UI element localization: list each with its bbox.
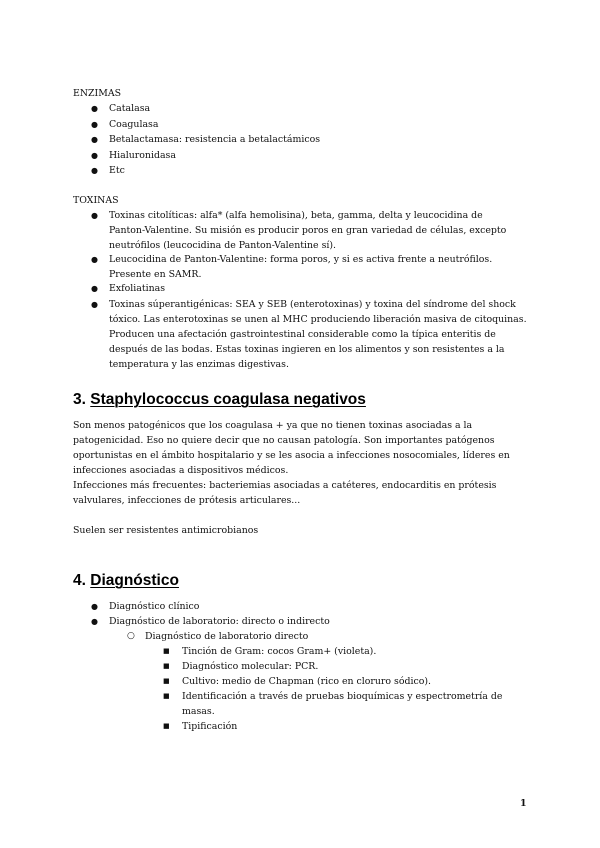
list-item-text: temperatura y las enzimas digestivas.	[109, 359, 289, 370]
list-item-text: Etc	[109, 165, 125, 176]
list-item-text: Tipificación	[182, 721, 238, 732]
paragraph-line: Son menos patogénicos que los coagulasa + ya que no tienen toxinas asociadas a la	[73, 420, 473, 431]
bullet-icon: ●	[91, 151, 98, 160]
toxinas-heading: TOXINAS	[73, 195, 119, 206]
bullet-icon: ●	[91, 602, 98, 611]
bullet-icon: ●	[91, 284, 98, 293]
list-item-text: Diagnóstico clínico	[109, 601, 200, 612]
section-number: 3.	[73, 391, 86, 408]
list-item-text: tóxico. Las enterotoxinas se unen al MHC produciendo liberación masiva de citoquinas.	[109, 314, 527, 325]
list-item-text: Toxinas citolíticas: alfa* (alfa hemolisina), beta, gamma, delta y leucocidina de	[109, 210, 483, 221]
bullet-icon: ●	[91, 166, 98, 175]
square-bullet-icon: ■	[163, 722, 170, 730]
list-item-text: Catalasa	[109, 103, 151, 114]
section-title: Diagnóstico	[90, 572, 179, 589]
circle-bullet-icon: ○	[127, 631, 135, 641]
bullet-icon: ●	[91, 135, 98, 144]
section-4-heading	[73, 571, 179, 591]
bullet-icon: ●	[91, 255, 98, 264]
section-3-heading	[73, 390, 366, 410]
paragraph-line: infecciones asociadas a dispositivos médicos.	[73, 465, 289, 476]
list-item-text: neutrófilos (leucocidina de Panton-Valentine sí).	[109, 240, 337, 251]
section-number: 4.	[73, 572, 86, 589]
paragraph-line: valvulares, infecciones de prótesis articulares...	[73, 495, 301, 506]
list-item-text: Tinción de Gram: cocos Gram+ (violeta).	[182, 646, 377, 657]
list-item-text: Cultivo: medio de Chapman (rico en cloruro sódico).	[182, 676, 432, 687]
page-number: 1	[520, 798, 527, 809]
square-bullet-icon: ■	[163, 677, 170, 685]
paragraph-line: patogenicidad. Eso no quiere decir que no causan patología. Son importantes patógenos	[73, 435, 495, 446]
list-item-text: Identificación a través de pruebas bioquímicas y espectrometría de	[182, 691, 503, 702]
list-item-text: Diagnóstico de laboratorio: directo o indirecto	[109, 616, 330, 627]
list-item-text: Betalactamasa: resistencia a betalactámicos	[109, 134, 321, 145]
square-bullet-icon: ■	[163, 662, 170, 670]
list-item-text: Panton-Valentine. Su misión es producir poros en gran variedad de células, excepto	[109, 225, 507, 236]
list-item-text: Leucocidina de Panton-Valentine: forma poros, y si es activa frente a neutrófilos.	[109, 254, 493, 265]
list-item-text: Diagnóstico de laboratorio directo	[145, 631, 309, 642]
bullet-icon: ●	[91, 211, 98, 220]
list-item-text: después de las bodas. Estas toxinas ingieren en los alimentos y son resistentes a la	[109, 344, 505, 355]
list-item-text: Diagnóstico molecular: PCR.	[182, 661, 319, 672]
paragraph-line: oportunistas en el ámbito hospitalario y se les asocia a infecciones nosocomiales, líderes en	[73, 450, 510, 461]
square-bullet-icon: ■	[163, 647, 170, 655]
bullet-icon: ●	[91, 104, 98, 113]
list-item-text: Producen una afectación gastrointestinal considerable como la típica enteritis de	[109, 329, 496, 340]
bullet-icon: ●	[91, 120, 98, 129]
section-3-paragraph	[73, 418, 513, 508]
enzimas-heading: ENZIMAS	[73, 88, 122, 99]
list-item-text: masas.	[182, 706, 215, 717]
paragraph-line: Infecciones más frecuentes: bacteriemias asociadas a catéteres, endocarditis en prótesis	[73, 480, 497, 491]
bullet-icon: ●	[91, 617, 98, 626]
list-item-text: Toxinas súperantigénicas: SEA y SEB (enterotoxinas) y toxina del síndrome del shock	[109, 299, 516, 310]
list-item-text: Exfoliatinas	[109, 283, 166, 294]
list-item-text: Presente en SAMR.	[109, 269, 202, 280]
square-bullet-icon: ■	[163, 692, 170, 700]
section-title: Staphylococcus coagulasa negativos	[90, 391, 366, 408]
list-item-text: Hialuronidasa	[109, 150, 176, 161]
list-item-text: Coagulasa	[109, 119, 159, 130]
section-3-note: Suelen ser resistentes antimicrobianos	[73, 525, 259, 536]
bullet-icon: ●	[91, 300, 98, 309]
